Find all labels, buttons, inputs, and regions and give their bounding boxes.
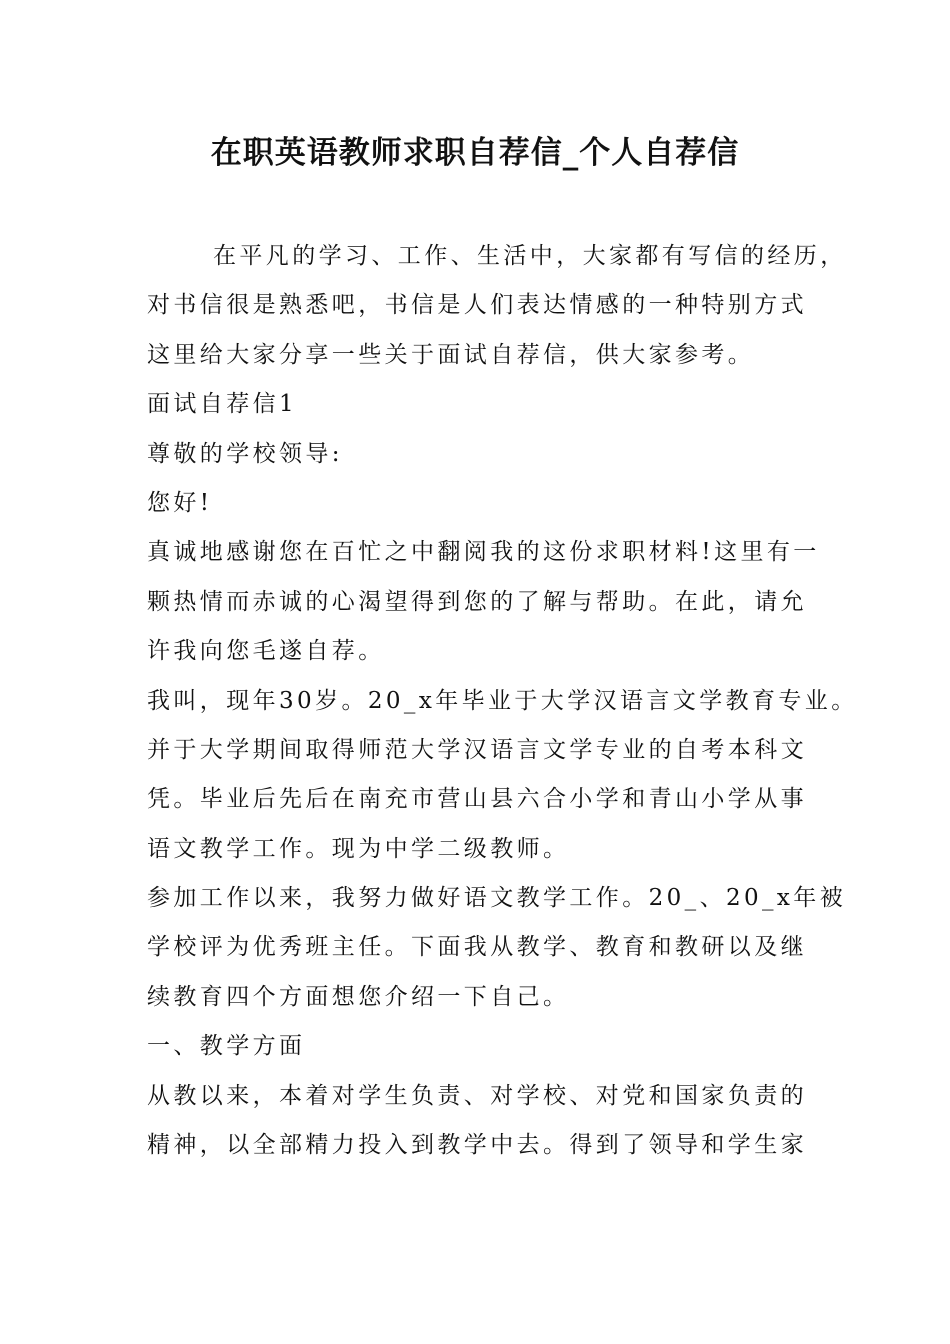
- section-heading: 面试自荐信1: [147, 391, 298, 418]
- paragraph-line: 从教以来，本着对学生负责、对学校、对党和国家负责的: [147, 1082, 807, 1109]
- paragraph-line: 学校评为优秀班主任。下面我从教学、教育和教研以及继: [147, 934, 807, 961]
- document-body: [147, 232, 858, 1170]
- paragraph-line: 真诚地感谢您在百忙之中翻阅我的这份求职材料!这里有一: [147, 539, 820, 566]
- paragraph-line: 我叫，现年30岁。20_x年毕业于大学汉语言文学教育专业。: [147, 687, 858, 714]
- paragraph-line: 对书信很是熟悉吧，书信是人们表达情感的一种特别方式: [147, 292, 807, 319]
- paragraph-line: 精神，以全部精力投入到教学中去。得到了领导和学生家: [147, 1132, 807, 1159]
- paragraph-line: 参加工作以来，我努力做好语文教学工作。20_、20_x年被: [147, 885, 847, 912]
- paragraph-line: 颗热情而赤诚的心渴望得到您的了解与帮助。在此，请允: [147, 588, 807, 615]
- paragraph-line: 在平凡的学习、工作、生活中，大家都有写信的经历，: [213, 243, 847, 269]
- paragraph-line: 凭。毕业后先后在南充市营山县六合小学和青山小学从事: [147, 786, 807, 813]
- paragraph-line: 并于大学期间取得师范大学汉语言文学专业的自考本科文: [147, 736, 807, 763]
- greeting: 您好!: [147, 489, 213, 516]
- paragraph-line: 这里给大家分享一些关于面试自荐信，供大家参考。: [147, 341, 755, 368]
- paragraph-line: 语文教学工作。现为中学二级教师。: [147, 835, 570, 862]
- paragraph-line: 许我向您毛遂自荐。: [147, 638, 385, 665]
- paragraph-line: 续教育四个方面想您介绍一下自己。: [147, 983, 570, 1010]
- salutation: 尊敬的学校领导:: [147, 440, 343, 467]
- section-heading: 一、教学方面: [147, 1033, 306, 1060]
- document-title: 在职英语教师求职自荐信_个人自荐信: [210, 135, 740, 171]
